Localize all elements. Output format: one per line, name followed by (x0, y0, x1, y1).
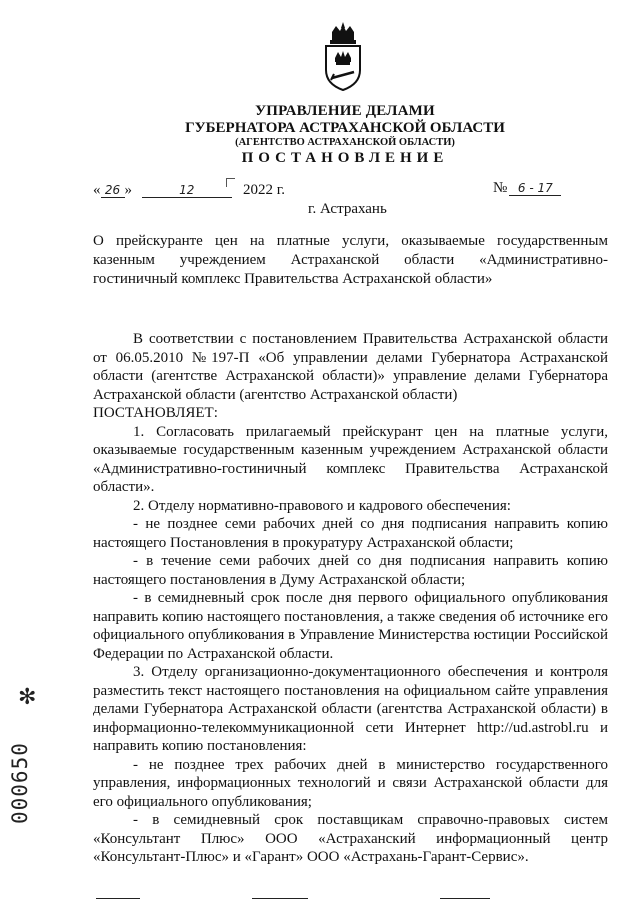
resolves-heading: ПОСТАНОВЛЯЕТ: (93, 405, 218, 421)
org-title-line-2: ГУБЕРНАТОРА АСТРАХАНСКОЙ ОБЛАСТИ (185, 120, 505, 136)
quote-open: « (93, 182, 101, 198)
date-year: 2022 г. (243, 182, 285, 198)
clause-3b: - в семидневный срок поставщикам справочно-правовых систем «Консультант Плюс» ООО «Астраханский информационный центр «Консультант-Плюс» и «Гарант» ООО «Астрахань-Гарант-Сервис». (93, 812, 608, 865)
footer-line-mid (252, 898, 308, 899)
document-body (93, 330, 608, 867)
document-number (493, 180, 561, 197)
date-month: 12 (142, 183, 232, 198)
margin-stamp-number (2, 742, 42, 824)
stamp-text: 000650 (8, 742, 32, 824)
clause-2: 2. Отделу нормативно-правового и кадрового обеспечения: (133, 497, 511, 514)
org-title-line-1: УПРАВЛЕНИЕ ДЕЛАМИ (255, 103, 435, 119)
document-date (93, 182, 232, 199)
corner-mark (226, 178, 235, 187)
date-day: 26 (101, 183, 125, 198)
footer-line-left (96, 898, 140, 899)
preamble: В соответствии с постановлением Правительства Астраханской области от 06.05.2010 №197-П «Об управлении делами Губернатора Астраханской области (агентстве Астраханской области)» управление делами Губернатора Астраханской области (агентство Астраханской области) (93, 331, 608, 403)
document-title: О прейскуранте цен на платные услуги, оказываемые государственным казенным учреждением Астраханской области «Административно-гостиничный комплекс Правительства Астраханской области» (93, 233, 608, 287)
clause-3: 3. Отделу организационно-документационного обеспечения и контроля разместить текст настоящего постановления на официальном сайте управления делами Губернатора Астраханской области (агентства Астраханской области) в информационно-телекоммуникационной сети Интернет http://ud.astrobl.ru и направить копию постановления: (93, 664, 608, 754)
coat-of-arms-emblem (318, 20, 368, 92)
clause-2a: - не позднее семи рабочих дней со дня подписания направить копию настоящего Постановления в прокуратуру Астраханской области; (93, 516, 608, 551)
document-type: ПОСТАНОВЛЕНИЕ (241, 150, 449, 166)
clause-2c: - в семидневный срок после дня первого официального опубликования направить копию настоящего постановления, а также сведения об источнике его официального опубликования в Управление Министерства юстиции Российской Федерации по Астраханской области. (93, 590, 608, 662)
org-title-line-3: (АГЕНТСТВО АСТРАХАНСКОЙ ОБЛАСТИ) (235, 137, 455, 148)
number-value: 6 - 17 (509, 181, 561, 196)
clause-2b: - в течение семи рабочих дней со дня подписания направить копию настоящего постановления в Думу Астраханской области; (93, 553, 608, 588)
footer-line-right (440, 898, 490, 899)
document-city: г. Астрахань (308, 201, 387, 217)
margin-star-mark: ✻ (18, 685, 37, 710)
clause-3a: - не позднее трех рабочих дней в министерство государственного управления, информационных технологий и связи Астраханской области для его официального опубликования; (93, 756, 608, 810)
clause-1: 1. Согласовать прилагаемый прейскурант цен на платные услуги, оказываемые государственным казенным учреждением Астраханской области «Административно-гостиничный комплекс Правительства Астраханской области». (93, 423, 608, 495)
quote-close: » (124, 182, 132, 198)
number-prefix: № (493, 180, 508, 196)
